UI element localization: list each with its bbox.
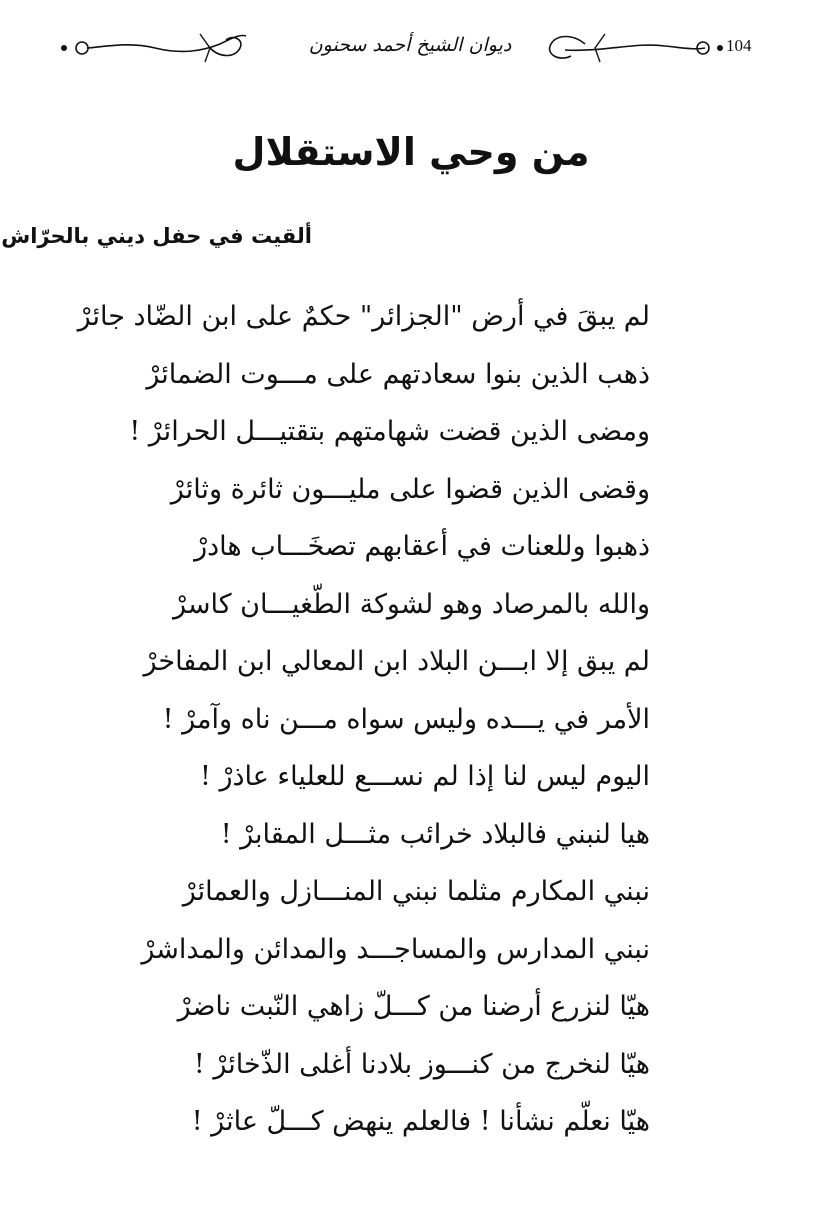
poem-title: من وحي الاستقلال — [232, 130, 590, 174]
verse-line: نبني المدارس والمساجـــد والمدائن والمداشرْ — [141, 933, 650, 965]
verse-line: ذهب الذين بنوا سعادتهم على مـــوت الضمائرْ — [146, 358, 650, 390]
verse-line: لم يبقَ في أرض "الجزائر" حكمٌ على ابن الضّاد جائرْ — [77, 301, 650, 332]
verse-line: لم يبق إلا ابـــن البلاد ابن المعالي ابن المفاخرْ — [143, 646, 650, 677]
verse-line: هيّا لنخرج من كنـــوز بلادنا أغلى الذّخائرْ ! — [193, 1048, 650, 1080]
verse-line: اليوم ليس لنا إذا لم نســـع للعلياء عاذرْ ! — [200, 761, 650, 792]
verse-line: هيا لنبني فالبلاد خرائب مثـــل المقابرْ ! — [220, 818, 650, 850]
verse-line: وقضى الذين قضوا على مليـــون ثائرة وثائرْ — [170, 473, 650, 505]
verse-line: ذهبوا وللعنات في أعقابهم تصخَـــاب هادرْ — [194, 531, 650, 562]
verse-list — [77, 288, 650, 1151]
left-flourish-ornament — [60, 22, 250, 72]
poem-subtitle: ألقيت في حفل ديني بالحرّاش — [1, 224, 312, 248]
verse-line: نبني المكارم مثلما نبني المنـــازل والعمائرْ — [182, 876, 650, 907]
verse-line: ومضى الذين قضت شهامتهم بتقتيـــل الحرائرْ ! — [129, 416, 650, 447]
verse-line: هيّا لنزرع أرضنا من كـــلّ زاهي النّبت ناضرْ — [177, 991, 650, 1022]
right-flourish-ornament — [545, 22, 725, 72]
verse-line: الأمر في يـــده وليس سواه مـــن ناه وآمرْ ! — [162, 703, 650, 735]
verse-line: هيّا نعلّم نشأنا ! فالعلم ينهض كـــلّ عاثرْ ! — [191, 1106, 650, 1137]
verse-line: والله بالمرصاد وهو لشوكة الطّغيـــان كاسرْ — [173, 588, 650, 620]
page-number: 104 — [726, 36, 752, 55]
running-title: ديوان الشيخ أحمد سحنون — [308, 34, 512, 56]
